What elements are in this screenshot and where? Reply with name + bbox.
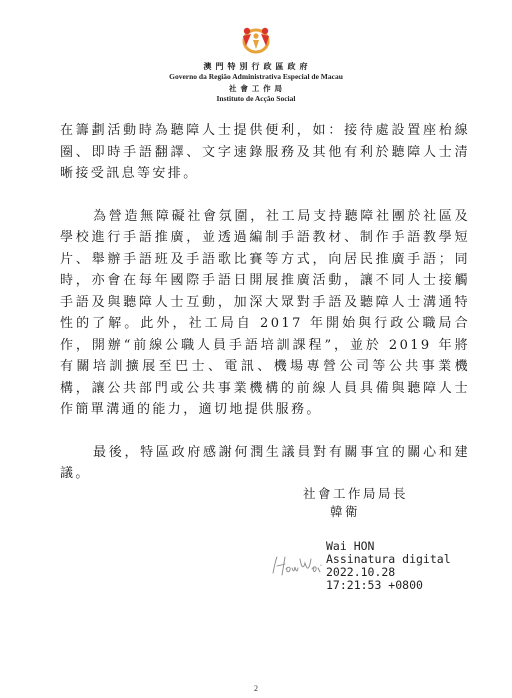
page-number: 2 <box>254 684 258 693</box>
government-name-chinese: 澳 門 特 別 行 政 區 政 府 <box>203 62 309 71</box>
digital-signature-date: 2022.10.28 <box>326 565 396 579</box>
department-name-portuguese: Instituto de Acção Social <box>216 94 296 103</box>
paragraph-3: 最後，特區政府感謝何潤生議員對有關事宜的關心和建議。 <box>60 444 470 481</box>
paragraph-2: 為營造無障礙社會氛圍，社工局支持聽障社團於社區及學校進行手語推廣，並透過編制手語教材、制作手語教學短片、舉辦手語班及手語歌比賽等方式，向居民推廣手語；同時，亦會在每年國際手語日開展推廣活動，讓不同人士接觸手語及與聽障人士互動，加深大眾對手語及聽障人士溝通特性的了解。此外，社工局自 2017 年開始與行政公職局合作，開辦“前線公職人員手語培訓課程”，並於 2019 年將有關培訓擴展至巴士、電訊、機場專營公司等公共事業機構，讓公共部門或公共事業機構的前線人員具備與聽障人士作簡單溝通的能力，適切地提供服務。 <box>60 208 470 417</box>
letter-body <box>60 120 470 485</box>
letterhead <box>0 22 512 104</box>
signatory-title: 社會工作局局長 <box>303 486 409 501</box>
government-name-portuguese: Governo da Região Administrativa Especial de Macau <box>169 72 343 81</box>
digital-signature-name: Wai HON <box>326 539 375 553</box>
paragraph-1: 在籌劃活動時為聽障人士提供便利，如：接待處設置座枱線圈、即時手語翻譯、文字速錄服務及其他有利於聽障人士清晰接受訊息等安排。 <box>60 123 470 181</box>
digital-signature-block <box>326 540 451 592</box>
handwritten-signature-icon <box>270 553 330 579</box>
digital-signature-time: 17:21:53 +0800 <box>326 578 423 592</box>
digital-signature-label: Assinatura digital <box>326 552 451 566</box>
signatory-name: 韓衛 <box>330 504 361 519</box>
macau-government-logo-icon <box>236 22 276 58</box>
department-name-chinese: 社 會 工 作 局 <box>229 84 283 93</box>
